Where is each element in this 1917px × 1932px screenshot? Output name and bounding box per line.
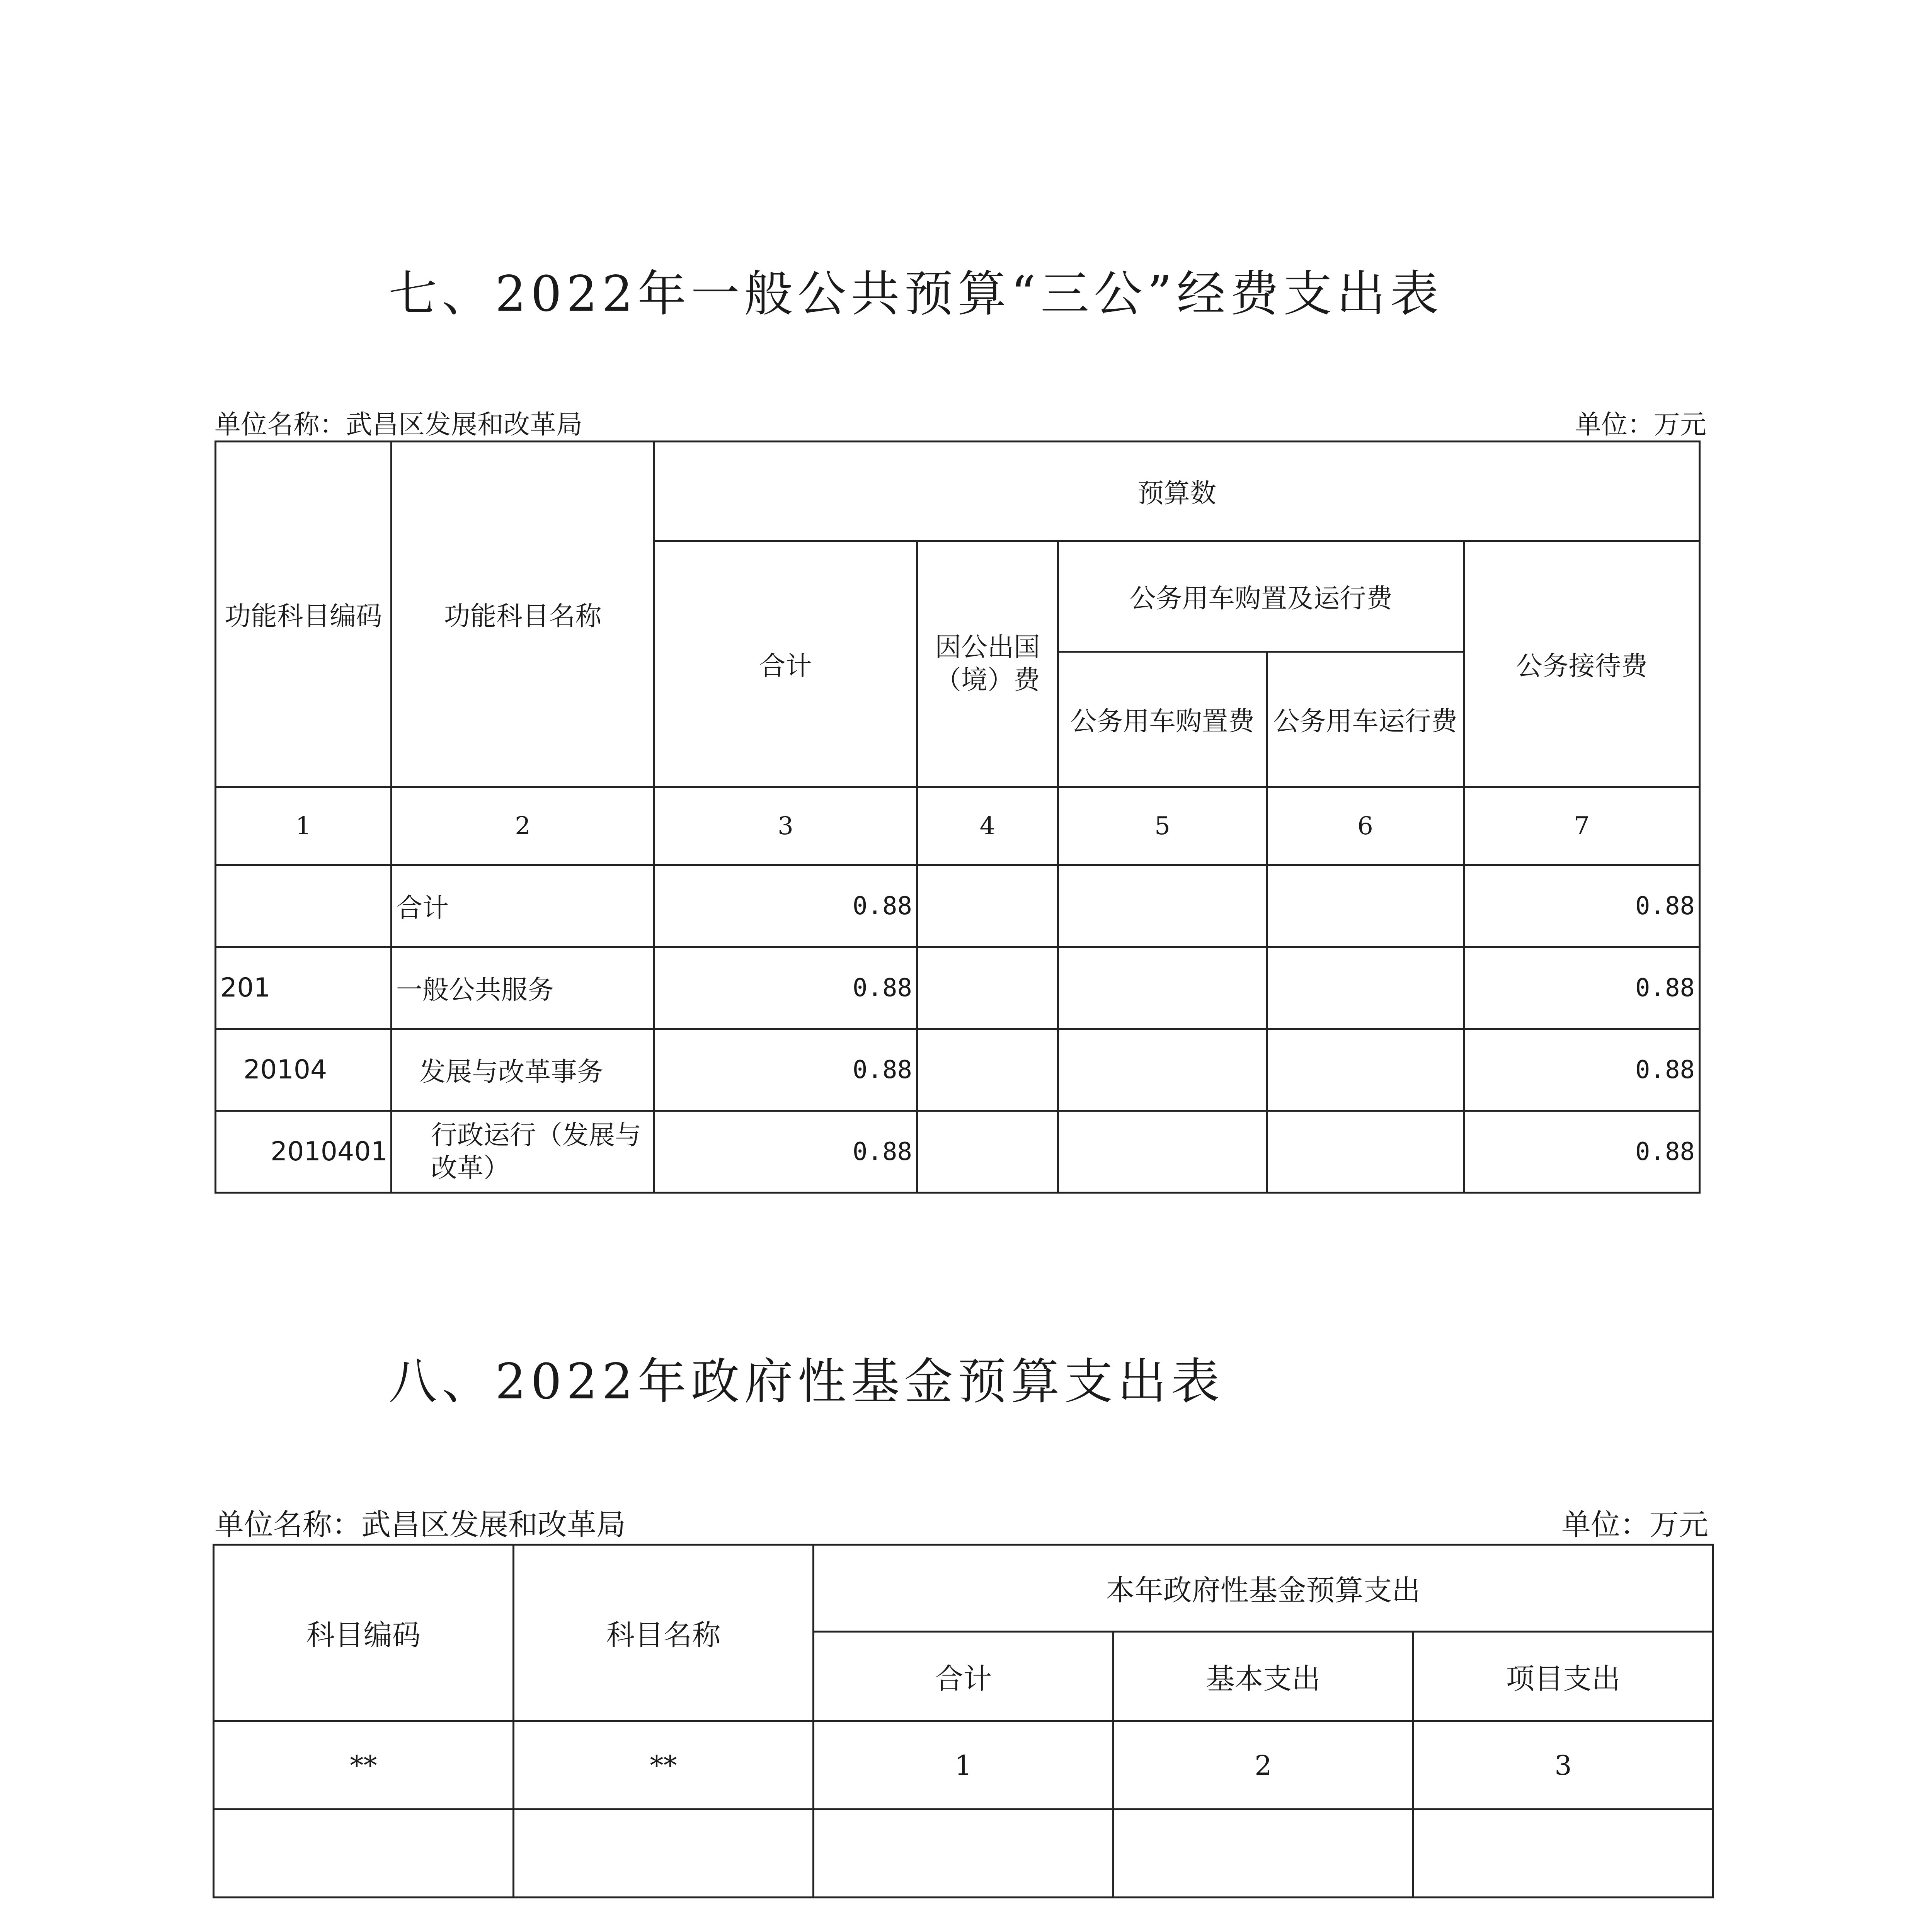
table-row xyxy=(216,947,1700,1029)
row-reception: 0.88 xyxy=(1464,947,1700,1029)
row-abroad xyxy=(917,1029,1058,1111)
section7-title: 七、2022年一般公共预算“三公”经费支出表 xyxy=(388,265,1444,322)
index-cell: 2 xyxy=(392,787,654,865)
row-name: 合计 xyxy=(392,865,654,947)
table-row xyxy=(216,865,1700,947)
row-abroad xyxy=(917,1111,1058,1193)
index-cell: 7 xyxy=(1464,787,1700,865)
row-code: 2010401 xyxy=(216,1111,392,1193)
row-operation xyxy=(1267,865,1464,947)
row-abroad xyxy=(917,947,1058,1029)
header-basic: 基本支出 xyxy=(1113,1632,1413,1721)
header-reception: 公务接待费 xyxy=(1464,541,1700,787)
header-total: 合计 xyxy=(654,541,917,787)
row-operation xyxy=(1267,947,1464,1029)
row-operation xyxy=(1267,1111,1464,1193)
header-budget: 预算数 xyxy=(654,442,1700,541)
index-cell: 2 xyxy=(1113,1721,1413,1810)
row-purchase xyxy=(1058,1029,1267,1111)
row-reception: 0.88 xyxy=(1464,865,1700,947)
index-cell: ** xyxy=(514,1721,814,1810)
table-row xyxy=(216,1111,1700,1193)
header-vehicle-purchase: 公务用车购置费 xyxy=(1058,652,1267,787)
empty-cell xyxy=(214,1810,514,1898)
empty-cell xyxy=(1413,1810,1713,1898)
table-row xyxy=(216,1029,1700,1111)
index-cell: 3 xyxy=(1413,1721,1713,1810)
index-cell: ** xyxy=(214,1721,514,1810)
row-operation xyxy=(1267,1029,1464,1111)
header-abroad: 因公出国（境）费 xyxy=(917,541,1058,787)
header-code: 科目编码 xyxy=(214,1545,514,1721)
row-purchase xyxy=(1058,865,1267,947)
header-name: 功能科目名称 xyxy=(392,442,654,787)
row-total: 0.88 xyxy=(654,1029,917,1111)
row-code: 20104 xyxy=(216,1029,392,1111)
header-project: 项目支出 xyxy=(1413,1632,1713,1721)
section7-unit: 单位：万元 xyxy=(1575,410,1707,440)
index-cell: 6 xyxy=(1267,787,1464,865)
row-name: 发展与改革事务 xyxy=(392,1029,654,1111)
index-cell: 5 xyxy=(1058,787,1267,865)
header-total: 合计 xyxy=(814,1632,1113,1721)
empty-cell xyxy=(814,1810,1113,1898)
empty-cell xyxy=(514,1810,814,1898)
row-purchase xyxy=(1058,1111,1267,1193)
row-code: 201 xyxy=(216,947,392,1029)
row-abroad xyxy=(917,865,1058,947)
header-vehicle-operation: 公务用车运行费 xyxy=(1267,652,1464,787)
row-total: 0.88 xyxy=(654,865,917,947)
section8-table xyxy=(213,1544,1714,1898)
index-cell: 1 xyxy=(814,1721,1113,1810)
header-code: 功能科目编码 xyxy=(216,442,392,787)
index-cell: 4 xyxy=(917,787,1058,865)
header-name: 科目名称 xyxy=(514,1545,814,1721)
section8-unit: 单位：万元 xyxy=(1561,1507,1708,1542)
row-name: 行政运行（发展与改革） xyxy=(392,1111,654,1193)
row-code xyxy=(216,865,392,947)
row-reception: 0.88 xyxy=(1464,1029,1700,1111)
header-group: 本年政府性基金预算支出 xyxy=(814,1545,1713,1632)
row-total: 0.88 xyxy=(654,947,917,1029)
row-reception: 0.88 xyxy=(1464,1111,1700,1193)
row-purchase xyxy=(1058,947,1267,1029)
row-name: 一般公共服务 xyxy=(392,947,654,1029)
header-vehicle: 公务用车购置及运行费 xyxy=(1058,541,1464,652)
empty-cell xyxy=(1113,1810,1413,1898)
section8-title: 八、2022年政府性基金预算支出表 xyxy=(388,1353,1224,1410)
section7-table xyxy=(215,440,1701,1194)
section8-unit-name: 单位名称：武昌区发展和改革局 xyxy=(215,1507,626,1542)
row-total: 0.88 xyxy=(654,1111,917,1193)
index-cell: 3 xyxy=(654,787,917,865)
section7-unit-name: 单位名称：武昌区发展和改革局 xyxy=(215,410,583,440)
table-row xyxy=(214,1810,1713,1898)
index-cell: 1 xyxy=(216,787,392,865)
